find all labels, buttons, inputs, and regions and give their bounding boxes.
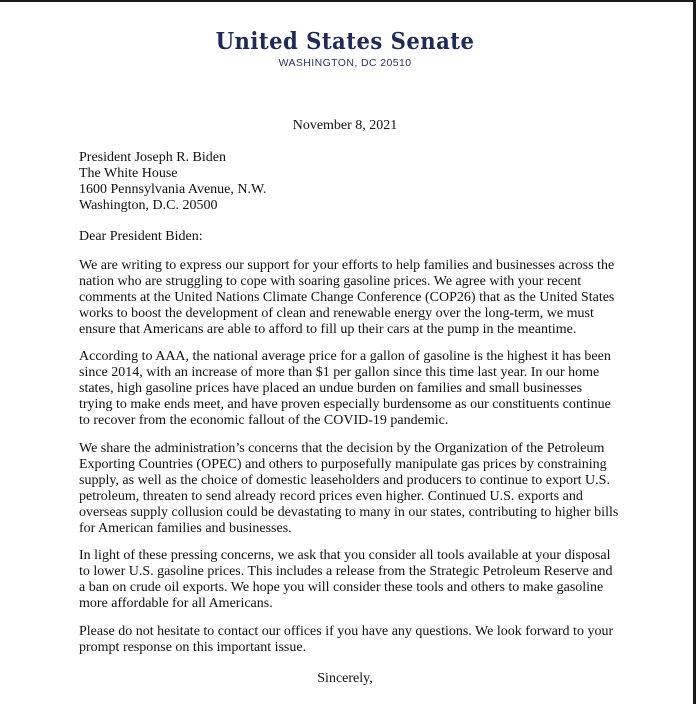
- body-paragraph: In light of these pressing concerns, we ask that you consider all tools available at your disposal to lower U.S. gasoline prices. This includes a release from the Strategic Petroleum Reserve and a ban on crude oil exports. We hope you will consider these tools and others to make gasoline more affordable for all Americans.: [79, 548, 613, 611]
- body-paragraph: We share the administration’s concerns that the decision by the Organization of the Petroleum Exporting Countries (OPEC) and others to purposefully manipulate gas prices by constraining supply, as well as the choice of domestic leaseholders and producers to continue to export U.S. petroleum, threaten to send already record prices even higher. Continued U.S. exports and overseas supply collusion could be devastating to many in our states, contributing to higher bills for American families and businesses.: [79, 441, 619, 536]
- body-paragraph: We are writing to express our support for your efforts to help families and businesses across the nation who are struggling to cope with soaring gasoline prices. We agree with your recent comments at the United Nations Climate Change Conference (COP26) that as the United States works to boost the development of clean and renewable energy over the long-term, we must ensure that Americans are able to afford to fill up their cars at the pump in the meantime.: [79, 258, 615, 337]
- senate-name: United States Senate: [215, 28, 475, 55]
- senate-city: WASHINGTON, DC 20510: [278, 57, 412, 69]
- closing: Sincerely,: [317, 671, 373, 686]
- letterhead: [0, 28, 690, 69]
- body-paragraph: According to AAA, the national average price for a gallon of gasoline is the highest it has been since 2014, with an increase of more than $1 per gallon since this time last year. In our home states, high gasoline prices have placed an undue burden on families and small businesses trying to make ends meet, and have proven especially burdensome as our constituents continue to recover from the economic fallout of the COVID-19 pandemic.: [79, 349, 611, 428]
- recipient-line: The White House: [79, 166, 178, 181]
- salutation: Dear President Biden:: [79, 229, 203, 244]
- body-paragraph: Please do not hesitate to contact our offices if you have any questions. We look forward to your prompt response on this important issue.: [79, 624, 614, 655]
- page-top-border: [0, 0, 696, 2]
- recipient-address: [79, 150, 266, 214]
- recipient-line: 1600 Pennsylvania Avenue, N.W.: [79, 182, 267, 197]
- letter-date: November 8, 2021: [292, 118, 398, 133]
- recipient-line: Washington, D.C. 20500: [79, 198, 218, 213]
- recipient-line: President Joseph R. Biden: [79, 150, 226, 165]
